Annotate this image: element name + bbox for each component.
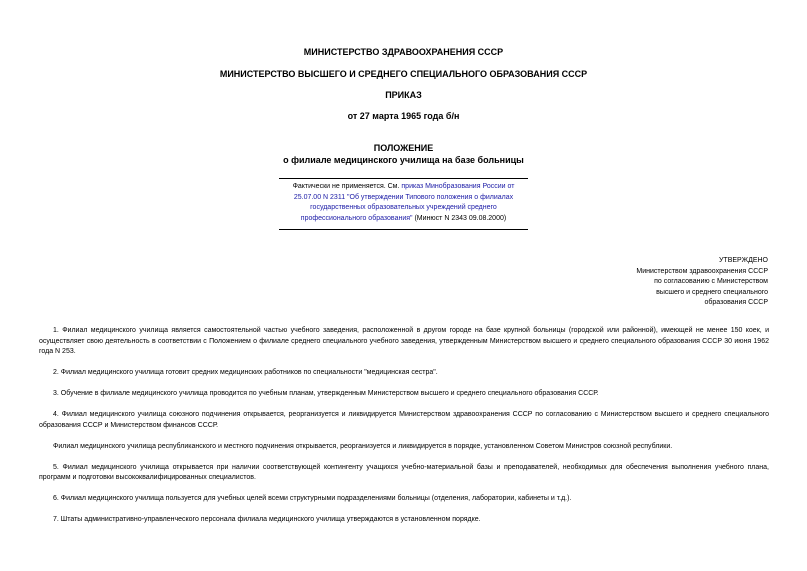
- paragraph: 2. Филиал медицинского училища готовит средних медицинских работников по специальности "медицинская сестра".: [53, 369, 438, 376]
- paragraph: 3. Обучение в филиале медицинского училища проводится по учебным планам, утвержденным Министерством высшего и среднего специального образования СССР.: [53, 390, 599, 397]
- order-link[interactable]: приказ Минобразования России от 25.07.00 N 2311 "Об утверждении Типового положения о филиалах государственных образовательных учреждений среднего профессионального образования": [293, 183, 515, 222]
- approval-line: образования СССР: [704, 299, 768, 306]
- note-bottom-divider: [279, 229, 528, 230]
- document-date: от 27 марта 1965 года б/н: [347, 111, 460, 121]
- approval-line: Министерством здравоохранения СССР: [636, 267, 768, 275]
- note-suffix: (Минюст N 2343 09.08.2000): [412, 214, 507, 222]
- note-top-divider: [279, 178, 528, 179]
- document-title: ПОЛОЖЕНИЕ: [373, 143, 434, 153]
- approval-line: по согласованию с Министерством: [654, 278, 768, 285]
- paragraph: Филиал медицинского училища республиканского и местного подчинения открывается, реорганизуется и ликвидируется в порядке, установленном Советом Министров союзной республики.: [53, 442, 673, 450]
- approval-block: [548, 256, 768, 309]
- approval-line: высшего и среднего специального: [656, 288, 768, 296]
- note-prefix: Фактически не применяется. См.: [292, 183, 402, 190]
- paragraph: 6. Филиал медицинского училища пользуется для учебных целей всеми структурными подразделениями больницы (отделения, лаборатории, кабинеты и т.д.).: [53, 495, 572, 502]
- paragraph: 1. Филиал медицинского училища является самостоятельной частью учебного заведения, расположенной в другом городе на базе крупной больницы (городской или районной), имеющей не менее 150 коек, и осуществляет свою деятельность в соответствии с Положением о филиале среднего специального учебного заведения, утвержденным Министерством высшего и среднего специального образования СССР 30 июня 1962 года N 253.: [39, 327, 769, 355]
- paragraph: 7. Штаты административно-управленческого персонала филиала медицинского училища утверждаются в установленном порядке.: [53, 516, 481, 523]
- document-body: [39, 326, 769, 536]
- paragraph: 5. Филиал медицинского училища открывается при наличии соответствующей контингенту учащихся учебно-материальной базы и преподавателей, необходимых для обеспечения выполнения учебного плана, программ и подготовки высококвалифицированных специалистов.: [39, 463, 769, 481]
- document-type-heading: ПРИКАЗ: [385, 90, 422, 100]
- ministry-health-heading: МИНИСТЕРСТВО ЗДРАВООХРАНЕНИЯ СССР: [303, 47, 504, 57]
- document-subtitle: о филиале медицинского училища на базе больницы: [283, 155, 524, 165]
- approval-line: УТВЕРЖДЕНО: [718, 257, 768, 264]
- paragraph: 4. Филиал медицинского училища союзного подчинения открывается, реорганизуется и ликвидируется Министерством здравоохранения СССР по согласованию с Министерством высшего и среднего специального образования СССР и Министерством финансов СССР.: [39, 411, 769, 429]
- applicability-note: [279, 182, 528, 224]
- ministry-education-heading: МИНИСТЕРСТВО ВЫСШЕГО И СРЕДНЕГО СПЕЦИАЛЬНОГО ОБРАЗОВАНИЯ СССР: [219, 69, 588, 79]
